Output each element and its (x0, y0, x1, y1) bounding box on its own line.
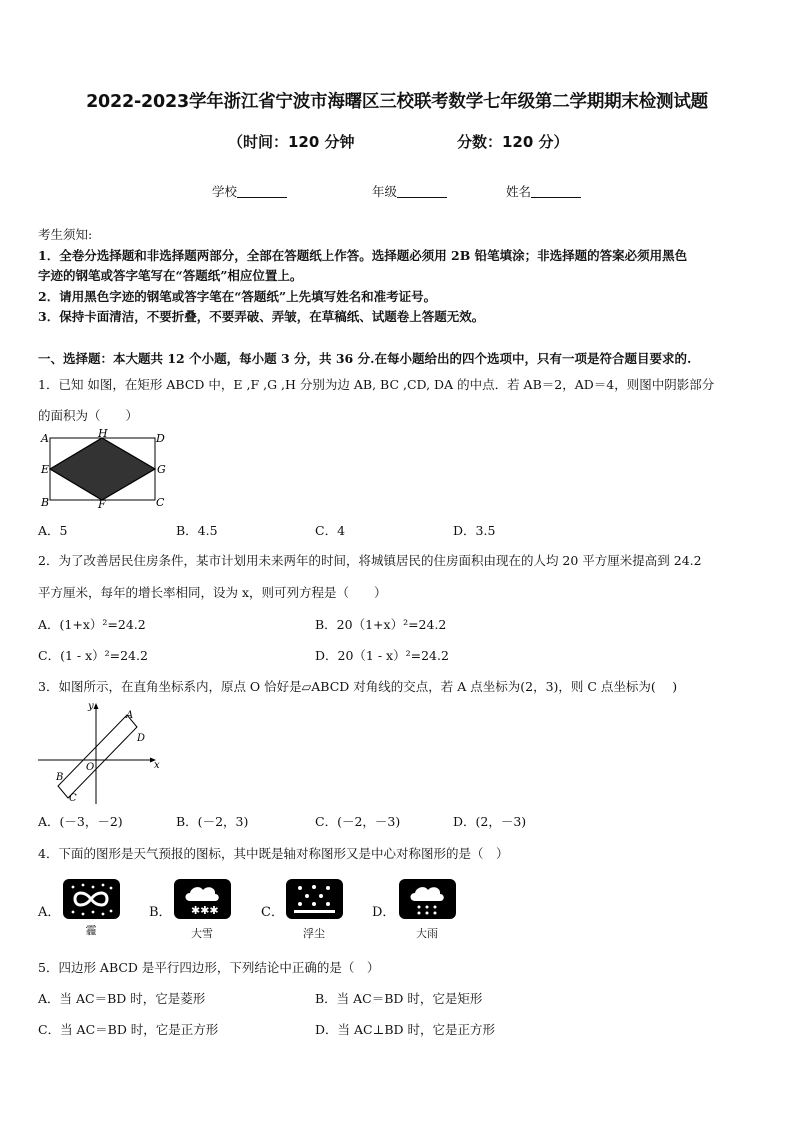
notice-item: 字迹的钢笔或答字笔写在“答题纸”相应位置上。 (38, 268, 303, 283)
label-A: A (126, 710, 134, 721)
label-G: G (157, 463, 166, 476)
notice-item: 1．全卷分选择题和非选择题两部分，全部在答题纸上作答。选择题必须用 2B 铅笔填涂；非选择题的答案必须用黑色 (38, 248, 688, 263)
coordinate-figure (36, 698, 164, 808)
label-B: B (41, 496, 50, 509)
option-b: B．当 AC＝BD 时，它是矩形 (315, 991, 483, 1006)
question-1-text: 1．已知 如图，在矩形 ABCD 中，E ,F ,G ,H 分别为边 AB, BC ,CD, DA 的中点．若 AB＝2，AD＝4，则图中阴影部分 (38, 377, 715, 392)
option-d: D．20（1 - x）²=24.2 (315, 648, 449, 663)
heavy-snow-icon (174, 879, 231, 919)
option-b: B．4.5 (176, 523, 218, 538)
question-2-text: 平方厘米，每年的增长率相同，设为 x，则可列方程是（ ） (38, 585, 387, 600)
score-label: 分数：120 分） (457, 133, 569, 151)
question-2-text: 2．为了改善居民住房条件，某市计划用未来两年的时间，将城镇居民的住房面积由现在的人均 20 平方厘米提高到 24.2 (38, 553, 702, 568)
label-C: C (69, 793, 77, 804)
label-B: B (56, 772, 64, 783)
label-D: D (137, 733, 146, 744)
label-O: O (86, 762, 95, 773)
option-a: A．(－3，－2) (38, 814, 123, 829)
option-a: A．(1+x）²=24.2 (38, 617, 146, 632)
icon-caption: 大雪 (191, 927, 213, 940)
notice-item: 2．请用黑色字迹的钢笔或答字笔在“答题纸”上先填写姓名和准考证号。 (38, 289, 437, 304)
option-b: B．20（1+x）²=24.2 (315, 617, 447, 632)
option-c: C．4 (315, 523, 346, 538)
time-label: （时间：120 分钟 (228, 133, 355, 151)
name-field: 姓名 (506, 182, 581, 200)
section-heading: 一、选择题：本大题共 12 个小题，每小题 3 分，共 36 分.在每小题给出的四个选项中，只有一项是符合题目要求的. (38, 351, 692, 366)
icon-caption: 浮尘 (303, 927, 325, 940)
label-C: C (156, 496, 165, 509)
option-d: D． (372, 905, 396, 920)
option-d: D．(2，－3) (453, 814, 527, 829)
notice-heading: 考生须知: (38, 227, 93, 242)
floating-dust-icon (286, 879, 343, 919)
question-4-text: 4．下面的图形是天气预报的图标，其中既是轴对称图形又是中心对称图形的是（ ） (38, 846, 509, 861)
axis-x-label: x (154, 760, 160, 771)
axis-y-label: y (88, 701, 94, 712)
label-H: H (98, 428, 108, 440)
label-D: D (156, 432, 165, 445)
svg-text:✱✱✱: ✱✱✱ (191, 904, 219, 917)
label-F: F (98, 498, 106, 511)
haze-icon (63, 879, 120, 919)
icon-caption: 大雨 (416, 927, 438, 940)
rectangle-figure (36, 428, 168, 512)
question-1-text: 的面积为（ ） (38, 408, 139, 423)
option-c: C．(－2，－3) (315, 814, 401, 829)
option-d: D．3.5 (453, 523, 496, 538)
option-b: B． (149, 905, 172, 920)
option-a: A．当 AC＝BD 时，它是菱形 (38, 991, 206, 1006)
label-A: A (41, 432, 49, 445)
icon-caption: 霾 (85, 924, 97, 937)
question-3-text: 3．如图所示，在直角坐标系内，原点 O 恰好是▱ABCD 对角线的交点，若 A 点坐标为(2，3)，则 C 点坐标为( ) (38, 679, 678, 694)
label-E: E (41, 463, 50, 476)
option-a: A． (38, 905, 61, 920)
school-field: 学校 (212, 182, 287, 200)
option-b: B．(－2，3) (176, 814, 249, 829)
grade-field: 年级 (372, 182, 447, 200)
page-title: 2022-2023学年浙江省宁波市海曙区三校联考数学七年级第二学期期末检测试题 (86, 92, 708, 112)
option-a: A．5 (38, 523, 68, 538)
option-c: C． (261, 905, 284, 920)
heavy-rain-icon (399, 879, 456, 919)
notice-item: 3．保持卡面清洁，不要折叠，不要弄破、弄皱，在草稿纸、试题卷上答题无效。 (38, 309, 485, 324)
question-5-text: 5．四边形 ABCD 是平行四边形，下列结论中正确的是（ ） (38, 960, 380, 975)
option-c: C．当 AC＝BD 时，它是正方形 (38, 1022, 219, 1037)
option-d: D．当 AC⊥BD 时，它是正方形 (315, 1022, 496, 1037)
option-c: C．(1 - x）²=24.2 (38, 648, 148, 663)
